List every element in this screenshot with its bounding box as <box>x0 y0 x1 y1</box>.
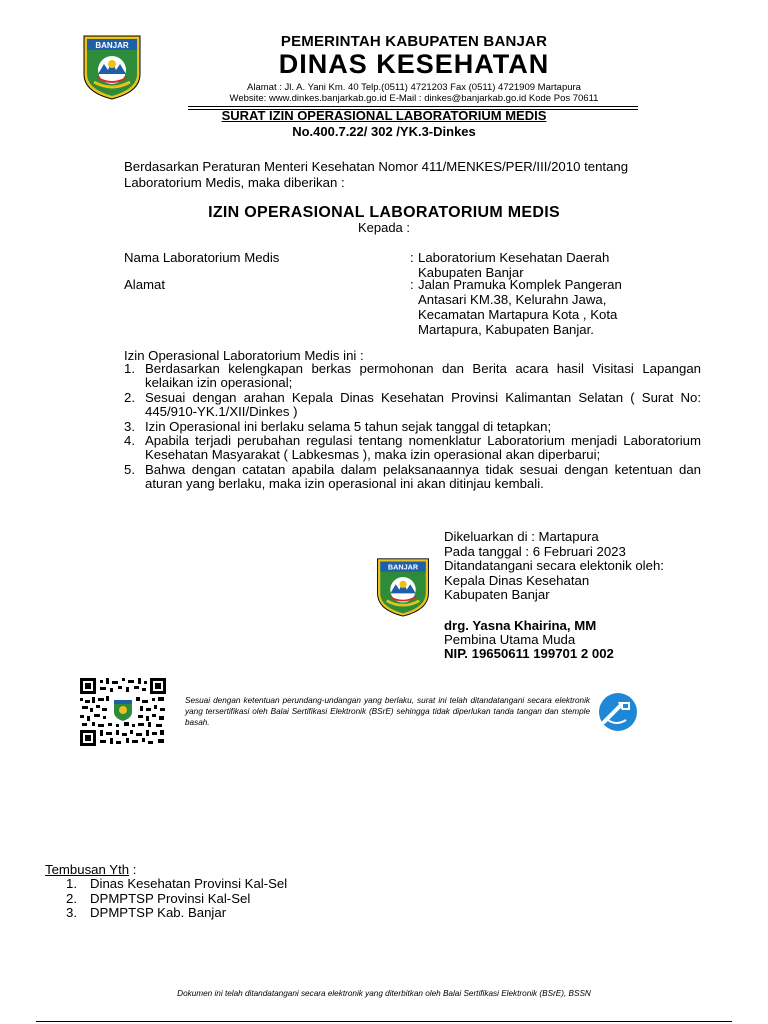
izin-list <box>124 362 701 492</box>
lab-name-line-1: Laboratorium Kesehatan Daerah <box>418 250 610 265</box>
tembusan-colon: : <box>129 862 137 877</box>
footer-note: Dokumen ini telah ditandatangani secara elektronik yang diterbitkan oleh Balai Sertifikasi Elektronik (BSrE), BSSN <box>177 989 591 998</box>
list-number: 1. <box>66 876 77 891</box>
lab-name-line-2: Kabupaten Banjar <box>418 265 524 280</box>
banjar-seal-icon <box>372 557 434 617</box>
list-number: 3. <box>66 905 77 920</box>
lab-name-label: Nama Laboratorium Medis <box>124 250 280 265</box>
address-value <box>418 277 678 337</box>
signer-rank: Pembina Utama Muda <box>444 632 576 647</box>
list-text: Sesuai dengan arahan Kepala Dinas Kesehatan Provinsi Kalimantan Selatan ( Surat No: 445/910-YK.1/XII/Dinkes ) <box>145 389 701 420</box>
lab-name-colon: : <box>410 250 414 265</box>
signer-position-1: Kepala Dinas Kesehatan <box>444 573 590 588</box>
header-address: Alamat : Jl. A. Yani Km. 40 Telp.(0511) 4721203 Fax (0511) 4721909 Martapura <box>247 82 581 93</box>
list-number: 2. <box>66 890 77 906</box>
list-number: 3. <box>124 418 135 434</box>
tembusan-label: Tembusan Yth <box>45 862 130 877</box>
list-item <box>124 434 701 463</box>
list-item <box>124 391 701 420</box>
address-label: Alamat <box>124 277 166 292</box>
list-number: 2. <box>124 389 135 405</box>
list-text: Apabila terjadi perubahan regulasi tentang nomenklatur Laboratorium menjadi Laboratorium Kesehatan Masyarakat ( Labkesmas ), maka izin operasional akan diperbarui; <box>145 433 701 463</box>
list-item <box>66 892 287 907</box>
list-item <box>66 906 287 921</box>
izin-heading: Izin Operasional Laboratorium Medis ini : <box>124 348 364 363</box>
intro-paragraph: Berdasarkan Peraturan Menteri Kesehatan Nomor 411/MENKES/PER/III/2010 tentang Laboratorium Medis, maka diberikan : <box>124 159 629 190</box>
header-website: Website: www.dinkes.banjarkab.go.id E-Mail : dinkes@banjarkab.go.id Kode Pos 70611 <box>229 93 599 104</box>
list-text: Izin Operasional ini berlaku selama 5 tahun sejak tanggal di tetapkan; <box>145 418 552 434</box>
list-number: 5. <box>124 461 135 477</box>
list-item <box>66 877 287 892</box>
address-line-4: Martapura, Kabupaten Banjar. <box>418 322 594 337</box>
list-text: Dinas Kesehatan Provinsi Kal-Sel <box>90 876 288 891</box>
issued-at: Dikeluarkan di : Martapura <box>444 529 599 544</box>
lab-name-value <box>418 250 678 280</box>
address-line-1: Jalan Pramuka Komplek Pangeran <box>418 277 622 292</box>
list-item <box>124 362 701 391</box>
main-heading: IZIN OPERASIONAL LABORATORIUM MEDIS <box>208 204 560 221</box>
address-line-3: Kecamatan Martapura Kota , Kota <box>418 307 618 322</box>
list-text: DPMPTSP Provinsi Kal-Sel <box>90 890 251 906</box>
issued-date: Pada tanggal : 6 Februari 2023 <box>444 544 626 559</box>
qr-code-icon <box>80 678 166 746</box>
gov-name: PEMERINTAH KABUPATEN BANJAR <box>280 33 548 50</box>
dept-name: DINAS KESEHATAN <box>278 49 550 79</box>
address-colon: : <box>410 277 414 292</box>
list-number: 4. <box>124 433 135 449</box>
list-item <box>124 463 701 492</box>
document-title: SURAT IZIN OPERASIONAL LABORATORIUM MEDIS <box>221 108 547 123</box>
header-divider <box>188 106 638 107</box>
signer-position-2: Kabupaten Banjar <box>444 587 550 602</box>
signer-nip: NIP. 19650611 199701 2 002 <box>444 646 614 661</box>
list-number: 1. <box>124 361 135 376</box>
address-line-2: Antasari KM.38, Kelurahn Jawa, <box>418 292 607 307</box>
footer-divider <box>36 1021 732 1022</box>
kepada-label: Kepada : <box>357 220 411 235</box>
list-text: Bahwa dengan catatan apabila dalam pelaksanaannya tidak sesuai dengan ketentuan dan aturan yang berlaku, maka izin operasional ini akan ditinjau kembali. <box>145 461 701 492</box>
list-item <box>124 420 701 434</box>
list-text: DPMPTSP Kab. Banjar <box>90 905 227 920</box>
tembusan-list <box>66 877 287 921</box>
svg-text:BANJAR: BANJAR <box>387 562 419 572</box>
signed-by: Ditandatangani secara elektonik oleh: <box>444 558 664 573</box>
bsre-logo-icon <box>596 692 640 732</box>
tembusan-heading <box>45 862 136 877</box>
svg-text:BANJAR: BANJAR <box>95 41 129 50</box>
document-number: No.400.7.22/ 302 /YK.3-Dinkes <box>292 124 476 139</box>
list-text: Berdasarkan kelengkapan berkas permohonan dan Berita acara hasil Visitasi Lapangan kelaikan izin operasional; <box>145 361 701 391</box>
bsre-notice: Sesuai dengan ketentuan perundang-undangan yang berlaku, surat ini telah ditandatangani secara elektronik yang tersertifikasi oleh Balai Sertifikasi Elektronik (BSrE) sehingga tidak diperlukan tanda tangan dan stemple basah. <box>185 696 590 727</box>
signer-name: drg. Yasna Khairina, MM <box>444 618 597 633</box>
